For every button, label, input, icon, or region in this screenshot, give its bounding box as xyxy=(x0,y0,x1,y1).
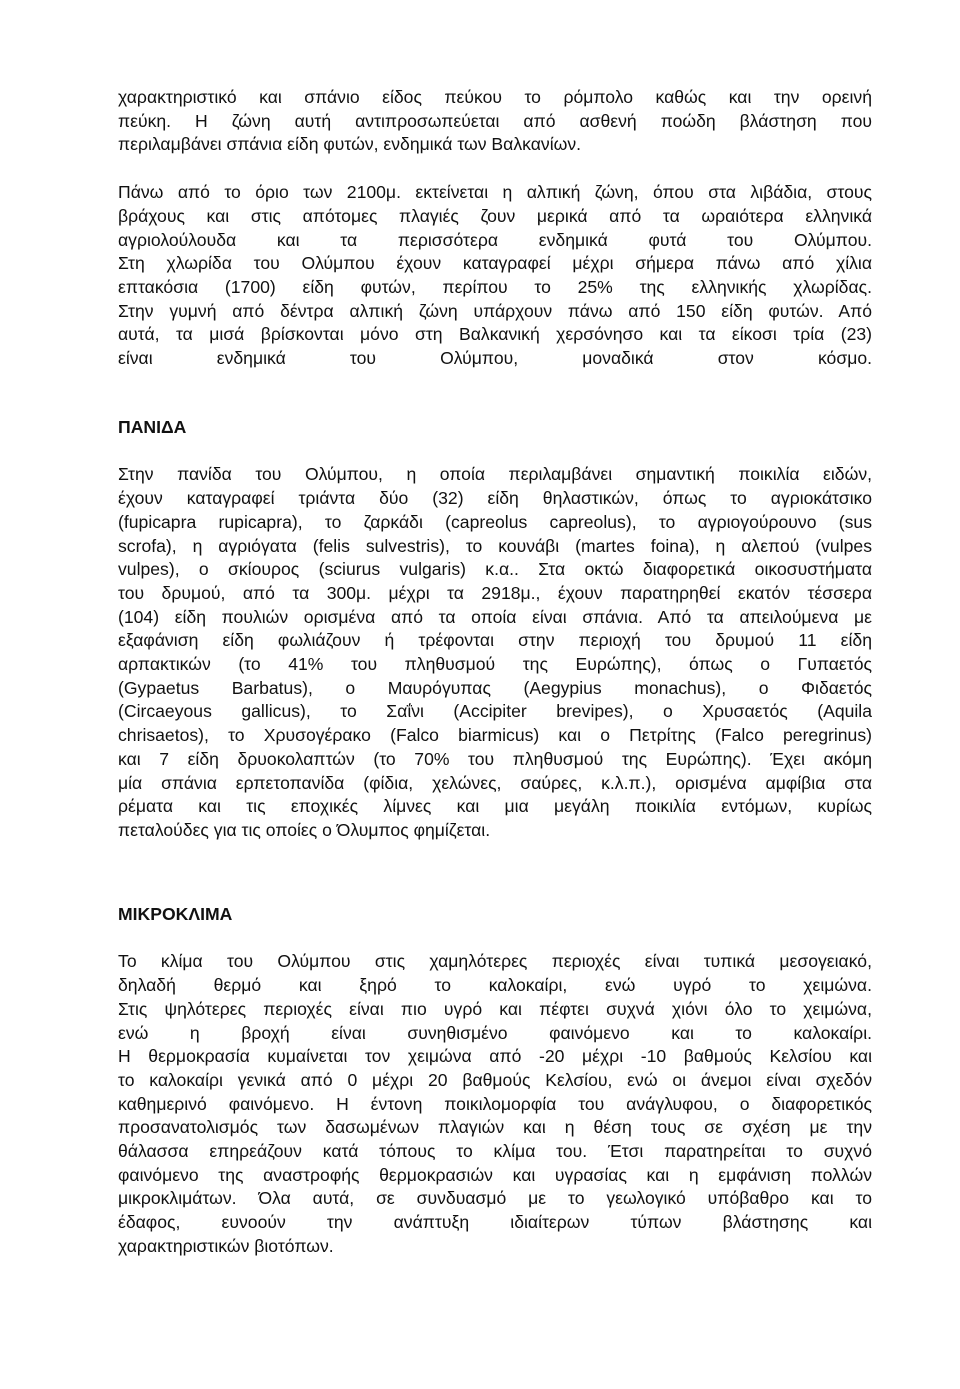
text-line: αγριολούλουδα και τα περισσότερα ενδημικά φυτά του Ολύμπου. xyxy=(118,229,872,250)
section-gap xyxy=(118,371,872,416)
text-line: και 7 είδη δρυοκολαπτών (το 70% του πληθυσμού της Ευρώπης). Έχει ακόμη xyxy=(118,748,872,769)
text-line: είναι ενδημικά του Ολύμπου, μοναδικά στον κόσμο. xyxy=(118,348,872,369)
text-line: μικροκλιμάτων. Όλα αυτά, σε συνδυασμό με το γεωλογικό υπόβαθρο και το xyxy=(118,1188,872,1209)
text-line: (104) είδη πουλιών ορισμένα από τα οποία είναι σπάνια. Από τα απειλούμενα με xyxy=(118,606,872,627)
text-line: Η θερμοκρασία κυμαίνεται τον χειμώνα από -20 μέχρι -10 βαθμούς Κελσίου και xyxy=(118,1046,872,1067)
paragraph-gap xyxy=(118,157,872,181)
text-line: έχουν καταγραφεί τριάντα δύο (32) είδη θηλαστικών, όπως το αγριοκάτσικο xyxy=(118,488,872,509)
section-heading-fauna: ΠΑΝΙΔΑ xyxy=(118,416,187,437)
text-line: Στην πανίδα του Ολύμπου, η οποία περιλαμβάνει σημαντική ποικιλία ειδών, xyxy=(118,464,872,485)
paragraph-microclimate xyxy=(118,950,872,1258)
text-line: αρπακτικών (το 41% του πληθυσμού της Ευρώπης), όπως ο Γυπαετός xyxy=(118,654,872,675)
text-line: επτακόσια (1700) είδη φυτών, περίπου το 25% της ελληνικής χλωρίδας. xyxy=(118,276,872,297)
text-line: καθημερινό φαινόμενο. Η έντονη ποικιλομορφία του ανάγλυφου, ο διαφορετικός xyxy=(118,1093,872,1114)
text-line: προσανατολισμός των δασωμένων πλαγιών και η θέση τους σε σχέση με την xyxy=(118,1117,872,1138)
text-line: scrofa), η αγριόγατα (felis sulvestris), το κουνάβι (martes foina), η αλεπού (vulpes xyxy=(118,535,872,556)
paragraph-alpine-zone xyxy=(118,181,872,371)
text-line: (Circaeyous gallicus), το Σαΐνι (Accipiter brevipes), ο Χρυσαετός (Aquila xyxy=(118,701,872,722)
text-line: (Gypaetus Barbatus), ο Μαυρόγυπας (Aegypius monachus), ο Φιδαετός xyxy=(118,677,872,698)
text-line: ενώ η βροχή είναι συνηθισμένο φαινόμενο και το καλοκαίρι. xyxy=(118,1022,872,1043)
text-line: Στη χλωρίδα του Ολύμπου έχουν καταγραφεί μέχρι σήμερα πάνω από χίλια xyxy=(118,253,872,274)
text-line: περιλαμβάνει σπάνια είδη φυτών, ενδημικά των Βαλκανίων. xyxy=(118,134,582,155)
paragraph-flora-continued xyxy=(118,86,872,157)
text-line: το καλοκαίρι γενικά από 0 μέχρι 20 βαθμούς Κελσίου, ενώ οι άνεμοι είναι σχεδόν xyxy=(118,1069,872,1090)
text-line: χαρακτηριστικών βιοτόπων. xyxy=(118,1235,334,1256)
paragraph-fauna xyxy=(118,463,872,842)
text-line: χαρακτηριστικό και σπάνιο είδος πεύκου το ρόμπολο καθώς και την ορεινή xyxy=(118,87,872,107)
text-line: vulpes), ο σκίουρος (sciurus vulgaris) κ.α.. Στα οκτώ διαφορετικά οικοσυστήματα xyxy=(118,559,872,580)
text-line: chrisaetos), το Χρυσογέρακο (Falco biarmicus) και ο Πετρίτης (Falco peregrinus) xyxy=(118,725,872,746)
text-line: Στην γυμνή από δέντρα αλπική ζώνη υπάρχουν πάνω από 150 είδη φυτών. Από xyxy=(118,300,872,321)
text-line: (fupicapra rupicapra), το ζαρκάδι (capreolus capreolus), το αγριογούρουνο (sus xyxy=(118,511,872,532)
text-line: Το κλίμα του Ολύμπου στις χαμηλότερες περιοχές είναι τυπικά μεσογειακό, xyxy=(118,951,872,972)
section-gap xyxy=(118,843,872,903)
heading-gap xyxy=(118,926,872,950)
text-line: έδαφος, ευνοούν την ανάπτυξη ιδιαίτερων τύπων βλάστησης και xyxy=(118,1212,872,1233)
text-line: αυτά, τα μισά βρίσκονται μόνο στη Βαλκανική χερσόνησο και τα είκοσι τρία (23) xyxy=(118,324,872,345)
text-line: δηλαδή θερμό και ξηρό το καλοκαίρι, ενώ υγρό το χειμώνα. xyxy=(118,975,872,996)
text-line: Πάνω από το όριο των 2100μ. εκτείνεται η αλπική ζώνη, όπου στα λιβάδια, στους xyxy=(118,182,872,203)
text-line: του δρυμού, από τα 300μ. μέχρι τα 2918μ., έχουν παρατηρηθεί εκατόν τέσσερα xyxy=(118,582,872,603)
document-body xyxy=(118,86,872,1259)
text-line: πεύκη. Η ζώνη αυτή αντιπροσωπεύεται από ασθενή ποώδη βλάστηση που xyxy=(118,110,872,131)
heading-gap xyxy=(118,439,872,463)
text-line: εξαφάνιση είδη φωλιάζουν ή τρέφονται στην περιοχή του δρυμού 11 είδη xyxy=(118,630,872,651)
text-line: μία σπάνια ερπετοπανίδα (φίδια, χελώνες, σαύρες, κ.λ.π.), ορισμένα αμφίβια στα xyxy=(118,772,872,793)
text-line: φαινόμενο της αναστροφής θερμοκρασιών και υγρασίας και η εμφάνιση πολλών xyxy=(118,1164,872,1185)
text-line: Στις ψηλότερες περιοχές είναι πιο υγρό και πέφτει συχνά χιόνι όλο το χειμώνα, xyxy=(118,998,872,1019)
text-line: βράχους και στις απότομες πλαγιές ζουν μερικά από τα ωραιότερα ελληνικά xyxy=(118,205,872,226)
text-line: ρέματα και τις εποχικές λίμνες και μια μεγάλη ποικιλία εντόμων, κυρίως xyxy=(118,796,872,817)
text-line: πεταλούδες για τις οποίες ο Όλυμπος φημίζεται. xyxy=(118,819,491,840)
text-line: θάλασσα επηρεάζουν κατά τόπους το κλίμα του. Έτσι παρατηρείται το συχνό xyxy=(118,1141,872,1162)
section-heading-microclimate: ΜΙΚΡΟΚΛΙΜΑ xyxy=(118,903,233,924)
